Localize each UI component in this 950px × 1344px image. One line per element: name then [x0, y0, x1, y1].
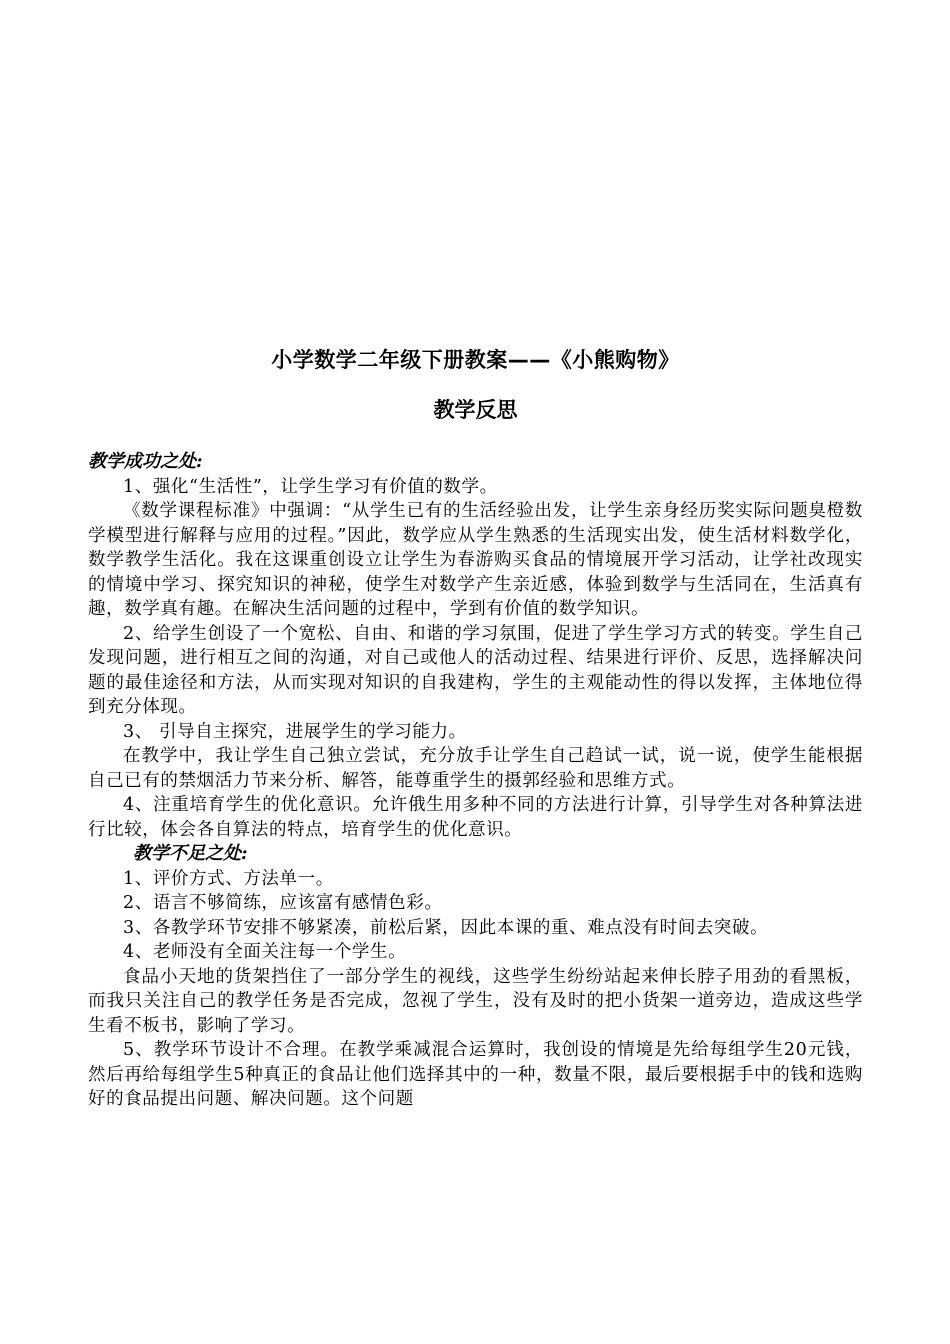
shortfall-paragraph: 4、老师没有全面关注每一个学生。	[123, 942, 407, 962]
shortfall-paragraph: 食品小天地的货架挡住了一部分学生的视线，这些学生纷纷站起来伸长脖子用劲的看黑板，而我只关注自己的教学任务是否完成，忽视了学生，没有及时的把小货架一道旁边，造成这些学生看不板书，影响了学习。	[88, 966, 863, 1036]
success-paragraph: 在教学中，我让学生自己独立尝试，充分放手让学生自己趋试一试，说一说，使学生能根据自己已有的禁烟活力节来分析、解答，能尊重学生的摄郭经验和思维方式。	[88, 746, 863, 791]
success-paragraph: 2、给学生创设了一个宽松、自由、和谐的学习氛围，促进了学生学习方式的转变。学生自己发现问题，进行相互之间的沟通，对自己或他人的活动过程、结果进行评价、反思，选择解决问题的最佳途径和方法，从而实现对知识的自我建构，学生的主观能动性的得以发挥，主体地位得到充分体现。	[88, 623, 863, 717]
shortfall-paragraph: 3、各教学环节安排不够紧凑，前松后紧，因此本课的重、难点没有时间去突破。	[123, 917, 769, 938]
document-subtitle: 教学反思	[433, 398, 518, 422]
document-title: 小学数学二年级下册教案——《小熊购物》	[271, 348, 680, 372]
shortfall-paragraph: 5、教学环节设计不合理。在教学乘减混合运算时，我创设的情境是先给每组学生20元钱，然后再给每组学生5种真正的食品让他们选择其中的一种，数量不限，最后要根据手中的钱和选购好的食品提出问题、解决问题。这个问题	[88, 1040, 863, 1109]
shortfall-heading: 教学不足之处:	[133, 843, 248, 864]
success-paragraph: 1、强化“生活性”，让学生学习有价值的数学。	[123, 476, 498, 497]
success-heading: 教学成功之处:	[88, 451, 203, 472]
shortfall-paragraph: 2、语言不够简练，应该富有感情色彩。	[123, 893, 443, 913]
document-page	[88, 344, 863, 1112]
success-paragraph: 《数学课程标准》中强调：“从学生已有的生活经验出发，让学生亲身经历奖实际问题臭橙数学模型进行解释与应用的过程。”因此，数学应从学生熟悉的生活现实出发，使生活材料数学化，数学教学生活化。我在这课重创设立让学生为春游购买食品的情境展开学习活动，让学社改现实的情境中学习、探究知识的神秘，使学生对数学产生亲近感，体验到数学与生活同在，生活真有趣，数学真有趣。在解决生活问题的过程中，学到有价值的数学知识。	[88, 501, 863, 619]
shortfall-paragraph: 1、评价方式、方法单一。	[123, 868, 334, 889]
success-paragraph: 4、注重培育学生的优化意识。允许俄生用多种不同的方法进行计算，引导学生对各种算法进行比较，体会各自算法的特点，培育学生的优化意识。	[88, 795, 863, 840]
success-paragraph: 3、 引导自主探究，进展学生的学习能力。	[123, 721, 467, 742]
document-body	[88, 450, 863, 1112]
